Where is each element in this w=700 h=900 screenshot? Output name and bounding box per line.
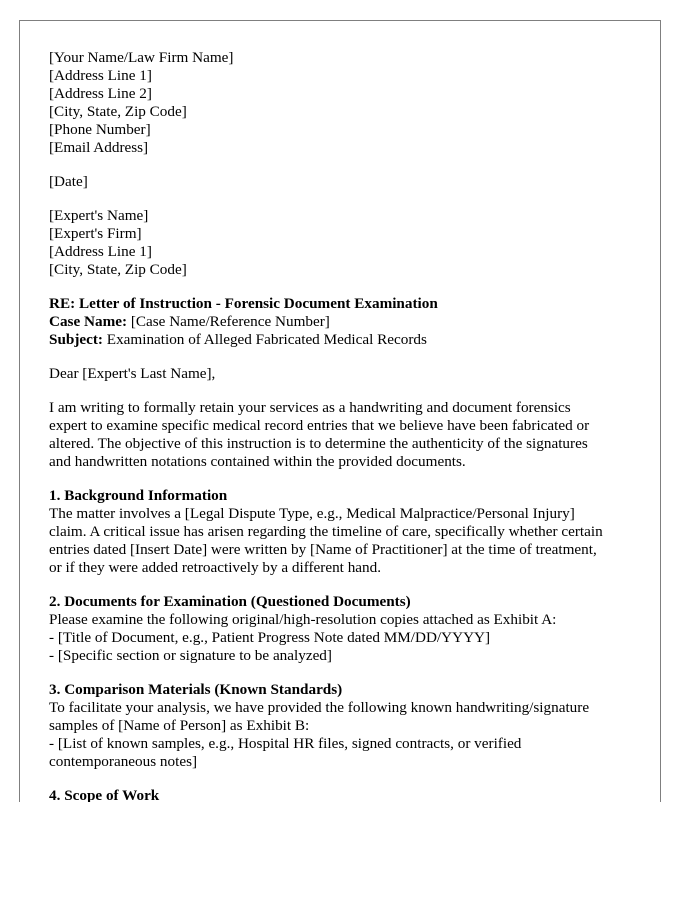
intro-line: I am writing to formally retain your services as a handwriting and document forensics xyxy=(49,399,571,416)
section-line: contemporaneous notes] xyxy=(49,753,198,770)
case-name-value: [Case Name/Reference Number] xyxy=(127,313,330,330)
case-name-line xyxy=(49,313,639,331)
sender-phone: [Phone Number] xyxy=(49,121,151,138)
subject-label: Subject: xyxy=(49,331,103,348)
sender-address-line-1: [Address Line 1] xyxy=(49,67,152,84)
salutation: Dear [Expert's Last Name], xyxy=(49,365,216,382)
section-line: entries dated [Insert Date] were written by [Name of Practitioner] at the time of treatment, xyxy=(49,541,597,558)
letter-content xyxy=(49,49,639,802)
letter-page xyxy=(19,20,661,802)
sender-name: [Your Name/Law Firm Name] xyxy=(49,49,234,66)
section-line: To facilitate your analysis, we have provided the following known handwriting/signature xyxy=(49,699,590,716)
section-line: Please examine the following original/high-resolution copies attached as Exhibit A: xyxy=(49,611,557,628)
sender-city-state-zip: [City, State, Zip Code] xyxy=(49,103,187,120)
section-title: 4. Scope of Work xyxy=(49,787,160,802)
sender-email: [Email Address] xyxy=(49,139,149,156)
intro-paragraph xyxy=(49,399,639,471)
section-title: 1. Background Information xyxy=(49,487,228,504)
intro-line: expert to examine specific medical record entries that we believe have been fabricated or xyxy=(49,417,590,434)
letter-date: [Date] xyxy=(49,173,88,190)
subject-line xyxy=(49,331,639,349)
section-line: samples of [Name of Person] as Exhibit B: xyxy=(49,717,310,734)
section-title: 2. Documents for Examination (Questioned Documents) xyxy=(49,593,411,610)
section-documents xyxy=(49,593,639,665)
section-background xyxy=(49,487,639,577)
re-heading: RE: Letter of Instruction - Forensic Document Examination xyxy=(49,295,438,312)
intro-line: and handwritten notations contained within the provided documents. xyxy=(49,453,466,470)
sender-address-line-2: [Address Line 2] xyxy=(49,85,152,102)
reference-block xyxy=(49,295,639,349)
recipient-address-line-1: [Address Line 1] xyxy=(49,243,152,260)
section-line: - [Title of Document, e.g., Patient Progress Note dated MM/DD/YYYY] xyxy=(49,629,491,646)
recipient-block xyxy=(49,207,639,279)
recipient-name: [Expert's Name] xyxy=(49,207,149,224)
section-line: - [List of known samples, e.g., Hospital HR files, signed contracts, or verified xyxy=(49,735,522,752)
section-line: claim. A critical issue has arisen regarding the timeline of care, specifically whether certain xyxy=(49,523,603,540)
section-scope xyxy=(49,787,639,802)
section-line: - [Specific section or signature to be analyzed] xyxy=(49,647,332,664)
sender-block xyxy=(49,49,639,157)
recipient-city-state-zip: [City, State, Zip Code] xyxy=(49,261,187,278)
intro-line: altered. The objective of this instruction is to determine the authenticity of the signatures xyxy=(49,435,588,452)
section-line: The matter involves a [Legal Dispute Type, e.g., Medical Malpractice/Personal Injury] xyxy=(49,505,575,522)
section-line: or if they were added retroactively by a different hand. xyxy=(49,559,382,576)
section-title: 3. Comparison Materials (Known Standards) xyxy=(49,681,343,698)
section-comparison xyxy=(49,681,639,771)
recipient-firm: [Expert's Firm] xyxy=(49,225,142,242)
case-name-label: Case Name: xyxy=(49,313,128,330)
subject-value: Examination of Alleged Fabricated Medical Records xyxy=(103,331,427,348)
